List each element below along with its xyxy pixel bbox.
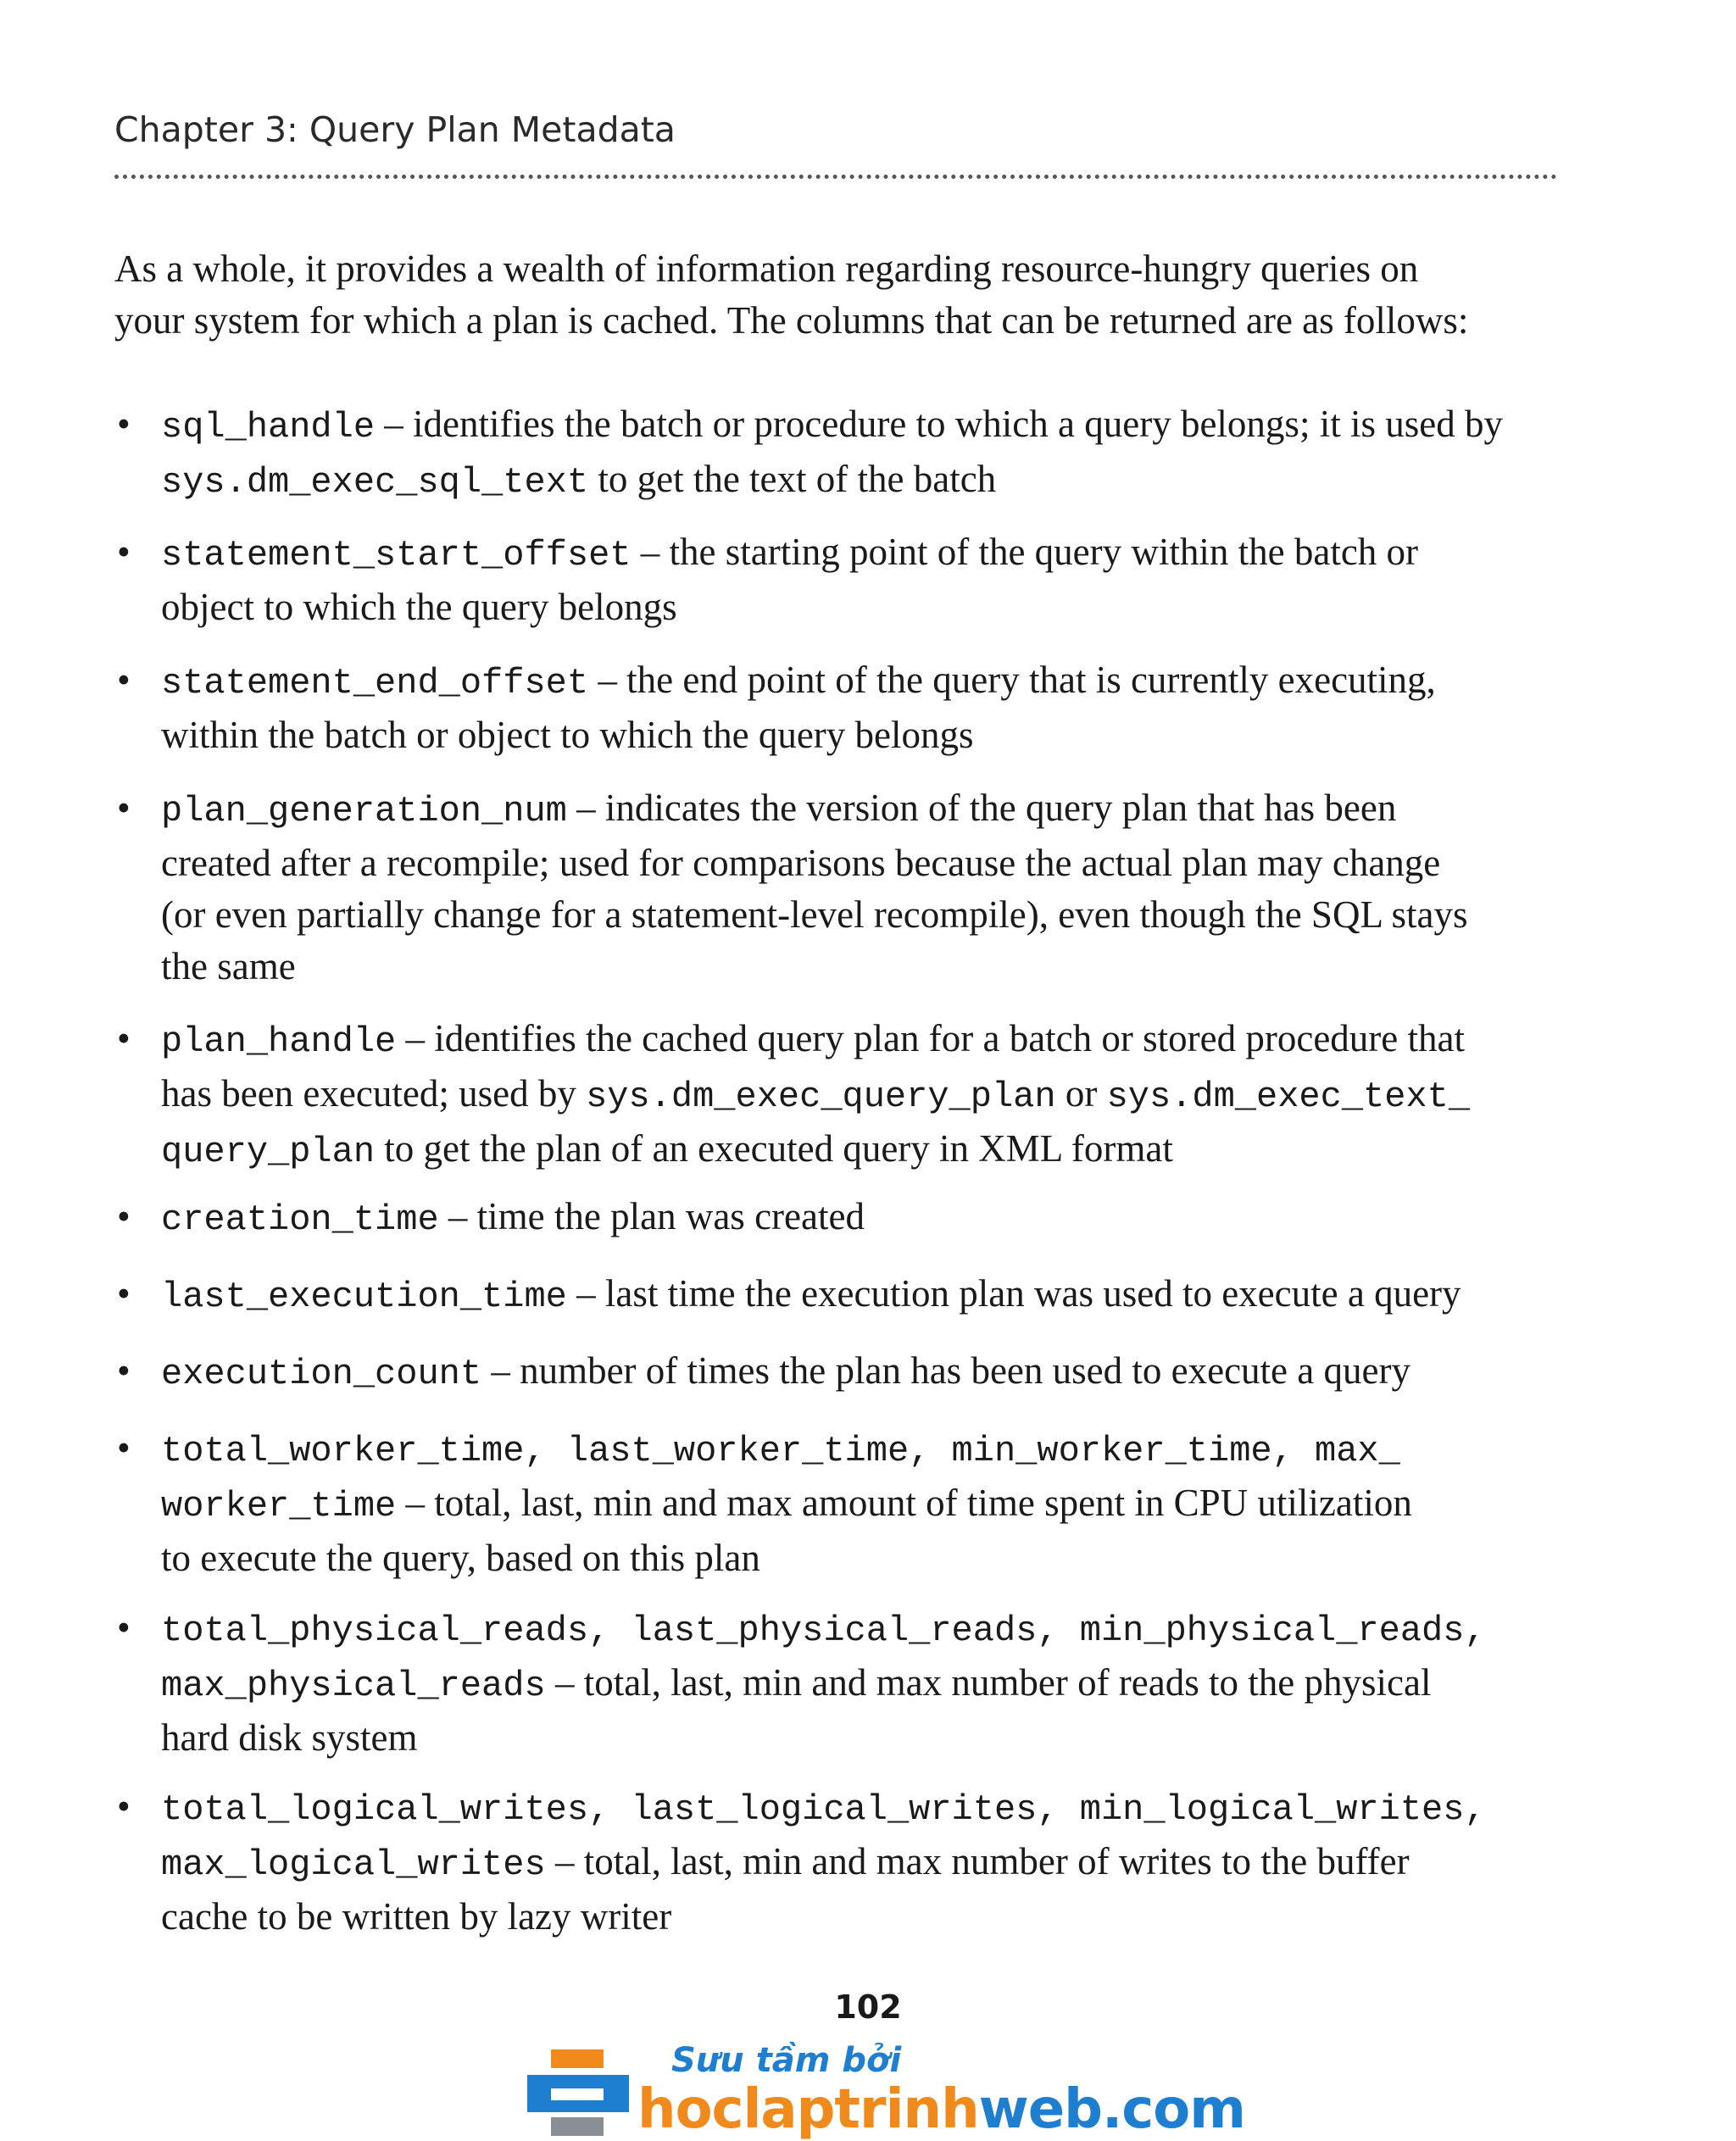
watermark-brand-part1: hoclaptrinh [637, 2078, 979, 2141]
description-text: has been executed; used by [161, 1072, 587, 1115]
page-number: 102 [834, 1988, 902, 2026]
column-name: total_worker_time, last_worker_time, min_worker_time, max_ [161, 1431, 1400, 1471]
list-item [117, 1268, 1585, 1323]
description-text: – identifies the batch or procedure to which a query belongs; it is used by [375, 403, 1503, 445]
item-line [161, 1532, 1585, 1584]
description-text: (or even partially change for a statement-level recompile), even though the SQL stays [161, 893, 1468, 936]
item-line [161, 526, 1585, 581]
description-text: object to which the query belongs [161, 586, 677, 628]
list-item [117, 654, 1585, 761]
item-line [161, 581, 1585, 633]
description-text: to get the plan of an executed query in XML format [375, 1127, 1173, 1170]
column-name: creation_time [161, 1199, 439, 1240]
description-text: – total, last, min and max number of reads to the physical [545, 1661, 1432, 1704]
column-name: total_logical_writes, last_logical_writes, min_logical_writes, [161, 1789, 1486, 1830]
item-line [161, 1068, 1585, 1123]
bullet-icon: • [117, 1272, 131, 1315]
description-text: – the starting point of the query within the batch or [631, 531, 1419, 573]
list-item [117, 1781, 1585, 1943]
item-line [161, 1781, 1585, 1836]
item-line [161, 1891, 1585, 1943]
bullet-icon: • [117, 787, 131, 829]
list-item [117, 1013, 1585, 1178]
watermark-caption: Sưu tầm bởi [671, 2041, 902, 2080]
description-text: – the end point of the query that is currently executing, [588, 659, 1436, 701]
item-line [161, 1422, 1585, 1477]
description-text: within the batch or object to which the query belongs [161, 714, 974, 756]
item-line [161, 654, 1585, 709]
list-item [117, 398, 1585, 509]
bullet-icon: • [117, 1017, 131, 1059]
item-line [161, 398, 1585, 453]
chapter-header: Chapter 3: Query Plan Metadata [114, 109, 676, 150]
item-line [161, 709, 1585, 761]
list-item [117, 1191, 1585, 1246]
item-line [161, 1836, 1585, 1891]
item-line [161, 1477, 1585, 1532]
bullet-icon: • [117, 1426, 131, 1469]
column-name: statement_end_offset [161, 663, 589, 703]
item-line [161, 782, 1585, 837]
item-line [161, 1602, 1585, 1657]
bullet-icon: • [117, 1606, 131, 1649]
site-logo-icon [527, 2049, 629, 2138]
intro-paragraph [114, 243, 1572, 347]
header-divider [114, 175, 1557, 179]
bullet-icon: • [117, 1785, 131, 1827]
description-text: – total, last, min and max amount of time spent in CPU utilization [396, 1482, 1412, 1524]
list-item [117, 526, 1585, 633]
column-name: max_physical_reads [161, 1666, 546, 1706]
column-name: worker_time [161, 1486, 397, 1527]
intro-line-2: your system for which a plan is cached. The columns that can be returned are as follows: [114, 299, 1469, 342]
item-line [161, 1013, 1585, 1068]
watermark-brand-part2: web.com [978, 2078, 1245, 2141]
item-line [161, 1123, 1585, 1178]
column-name: execution_count [161, 1354, 482, 1394]
description-text: created after a recompile; used for comparisons because the actual plan may change [161, 842, 1441, 884]
item-line [161, 1191, 1585, 1246]
column-name: sys.dm_exec_sql_text [161, 462, 589, 503]
bullet-icon: • [117, 531, 131, 573]
item-line [161, 1345, 1585, 1400]
item-line [161, 837, 1585, 889]
description-text: to execute the query, based on this plan [161, 1537, 760, 1579]
list-item [117, 782, 1585, 993]
description-text: or [1055, 1072, 1107, 1115]
description-text: – indicates the version of the query plan that has been [566, 787, 1397, 829]
description-text: – time the plan was created [438, 1195, 865, 1237]
bullet-icon: • [117, 659, 131, 701]
item-line [161, 941, 1585, 993]
description-text: to get the text of the batch [588, 458, 997, 500]
bullet-icon: • [117, 1195, 131, 1237]
column-name: sys.dm_exec_query_plan [586, 1076, 1056, 1117]
item-line [161, 1268, 1585, 1323]
description-text: hard disk system [161, 1716, 418, 1759]
watermark [527, 2041, 1245, 2141]
list-item [117, 1345, 1585, 1400]
description-text: – identifies the cached query plan for a batch or stored procedure that [396, 1017, 1465, 1059]
item-line [161, 453, 1585, 509]
list-item [117, 1422, 1585, 1584]
bullet-icon: • [117, 403, 131, 445]
bullet-icon: • [117, 1349, 131, 1392]
column-name: plan_handle [161, 1021, 397, 1062]
description-text: the same [161, 945, 296, 987]
item-line [161, 1657, 1585, 1712]
column-name: last_execution_time [161, 1276, 567, 1317]
column-name: statement_start_offset [161, 535, 632, 576]
description-text: – number of times the plan has been used to execute a query [481, 1349, 1410, 1392]
description-text: cache to be written by lazy writer [161, 1895, 672, 1938]
description-text: – last time the execution plan was used to execute a query [566, 1272, 1461, 1315]
column-name: sys.dm_exec_text_ [1106, 1076, 1471, 1117]
item-line [161, 889, 1585, 941]
intro-line-1: As a whole, it provides a wealth of information regarding resource-hungry queries on [114, 247, 1419, 290]
column-name: sql_handle [161, 407, 376, 448]
column-name: plan_generation_num [161, 791, 567, 831]
column-name: max_logical_writes [161, 1844, 546, 1885]
watermark-brand [637, 2078, 1245, 2141]
column-name: total_physical_reads, last_physical_reads, min_physical_reads, [161, 1610, 1486, 1651]
description-text: – total, last, min and max number of writes to the buffer [545, 1840, 1410, 1882]
column-name: query_plan [161, 1132, 376, 1172]
item-line [161, 1712, 1585, 1764]
list-item [117, 1602, 1585, 1764]
